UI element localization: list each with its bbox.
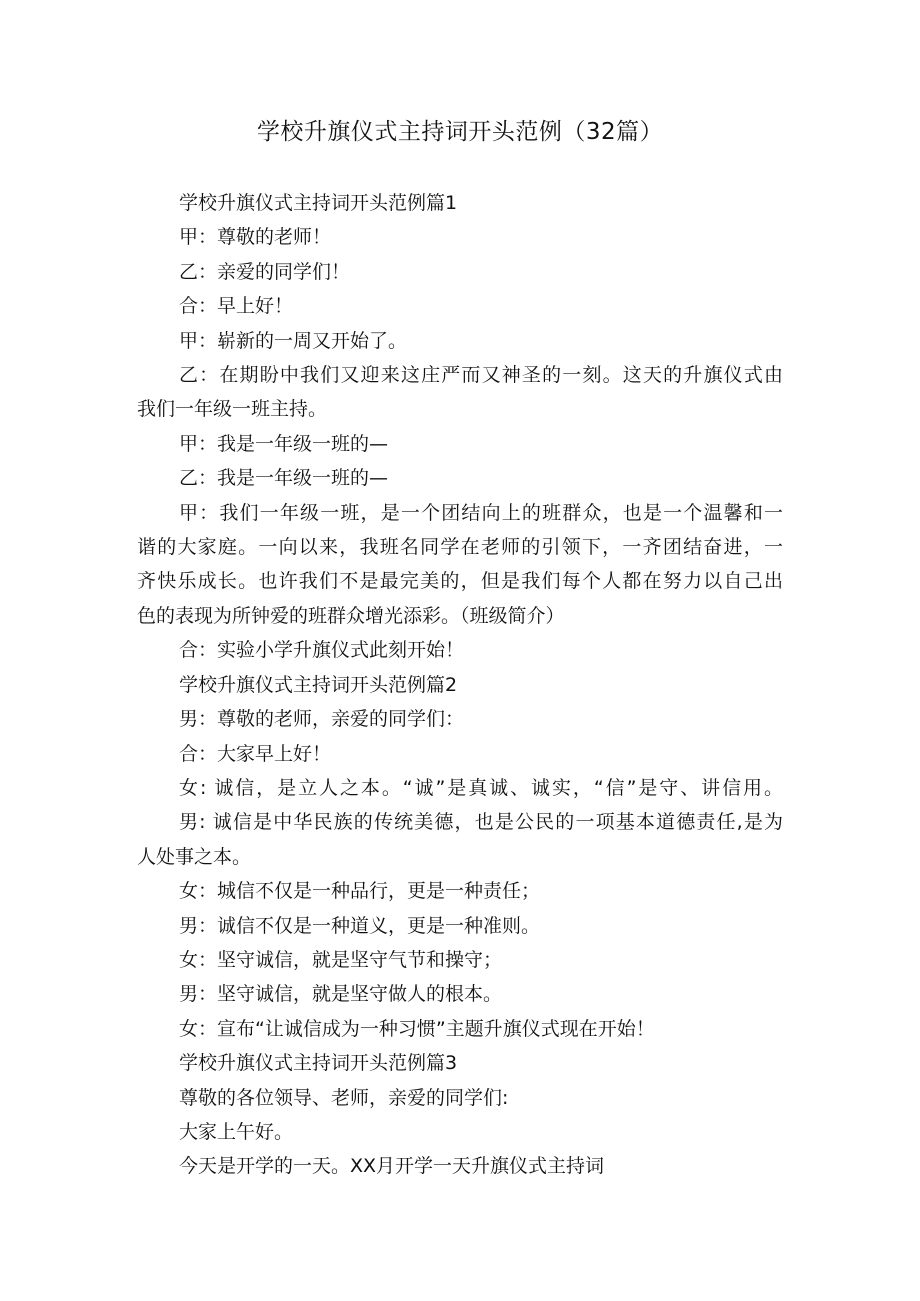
- text-line: 甲：我们一年级一班，是一个团结向上的班群众，也是一个温馨和一: [179, 501, 783, 524]
- text-line: 乙：我是一年级一班的—: [179, 467, 389, 490]
- text-line: 人处事之本。: [137, 845, 252, 868]
- text-line: 合：实验小学升旗仪式此刻开始！: [179, 639, 465, 662]
- text-line: 合：早上好！: [179, 295, 294, 318]
- text-line: 甲：崭新的一周又开始了。: [179, 329, 408, 352]
- text-line: 男：尊敬的老师，亲爱的同学们：: [179, 708, 465, 731]
- text-line: 学校升旗仪式主持词开头范例篇3: [179, 1052, 458, 1075]
- text-line: 甲：我是一年级一班的—: [179, 432, 389, 455]
- text-line: 学校升旗仪式主持词开头范例篇1: [179, 192, 458, 214]
- text-line: 男: 诚信是中华民族的传统美德，也是公民的一项基本道德责任,是为: [179, 811, 783, 834]
- text-line: 大家上午好。: [179, 1120, 294, 1143]
- text-line: 男：坚守诚信，就是坚守做人的根本。: [179, 983, 503, 1006]
- text-line: 尊敬的各位领导、老师，亲爱的同学们:: [179, 1086, 509, 1109]
- text-line: 今天是开学的一天。XX月开学一天升旗仪式主持词: [179, 1155, 605, 1178]
- text-line: 男：诚信不仅是一种道义，更是一种准则。: [179, 914, 541, 937]
- text-line: 齐快乐成长。也许我们不是最完美的，但是我们每个人都在努力以自己出: [137, 570, 783, 593]
- text-line: 女：宣布“让诚信成为一种习惯”主题升旗仪式现在开始！: [179, 1017, 655, 1040]
- text-line: 女：城信不仅是一种品行，更是一种责任；: [179, 880, 541, 903]
- text-line: 女：坚守诚信，就是坚守气节和操守；: [179, 948, 503, 971]
- text-line: 色的表现为所钟爱的班群众增光添彩。（班级简介）: [137, 604, 565, 627]
- text-line: 女: 诚信，是立人之本。“诚”是真诚、诚实，“信”是守、讲信用。: [179, 776, 783, 799]
- text-line: 乙：在期盼中我们又迎来这庄严而又神圣的一刻。这天的升旗仪式由: [179, 364, 783, 387]
- text-line: 合：大家早上好！: [179, 742, 332, 765]
- text-line: 我们一年级一班主持。: [137, 398, 328, 421]
- text-line: 谐的大家庭。一向以来，我班名同学在老师的引领下，一齐团结奋进，一: [137, 536, 783, 559]
- text-line: 乙：亲爱的同学们！: [179, 260, 351, 283]
- text-line: 甲：尊敬的老师！: [179, 226, 332, 249]
- text-line: 学校升旗仪式主持词开头范例篇2: [179, 673, 458, 696]
- document-title: 学校升旗仪式主持词开头范例（32篇）: [256, 119, 664, 145]
- document-body: [137, 186, 783, 1184]
